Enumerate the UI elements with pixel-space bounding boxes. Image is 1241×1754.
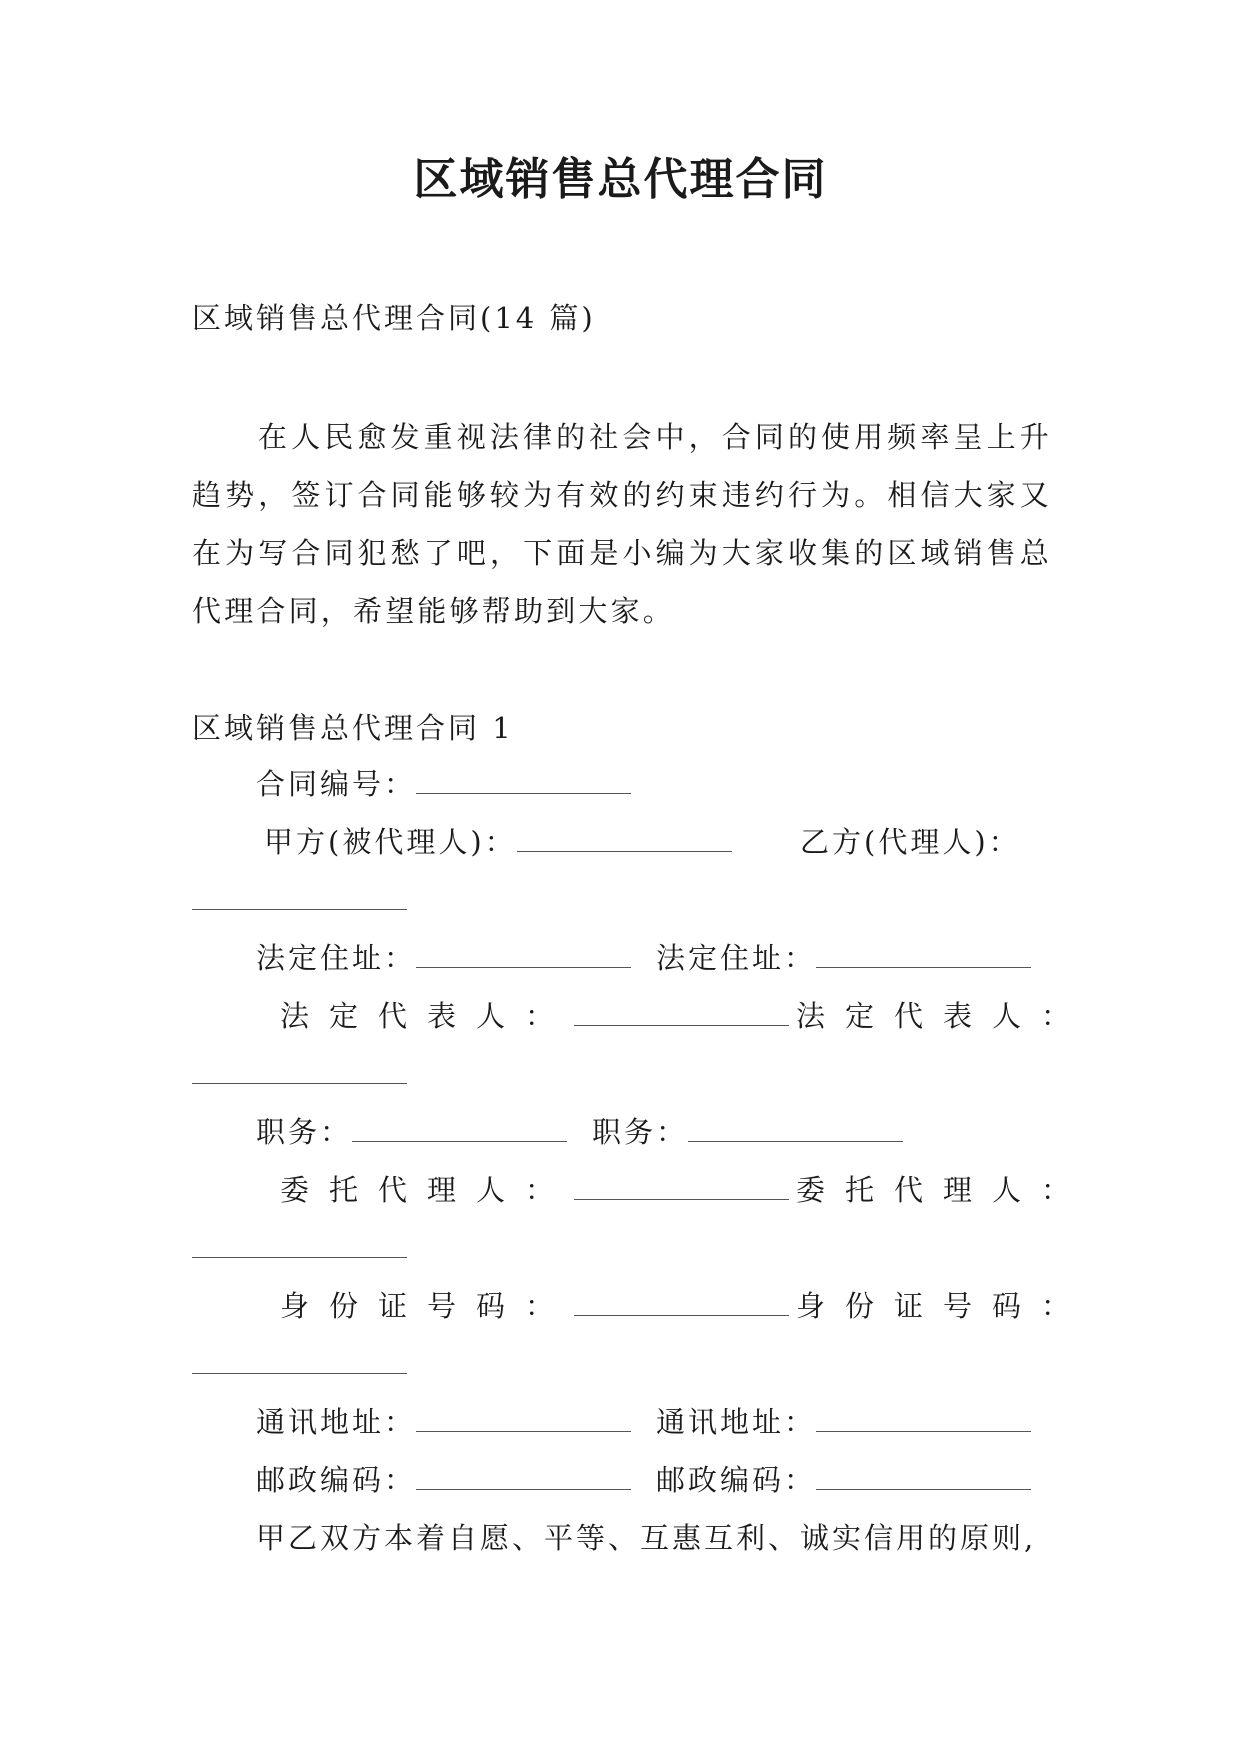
rep-b-label: 法定代表人：	[796, 999, 1091, 1033]
agent-a-blank	[574, 1175, 789, 1200]
contract-number-row	[256, 764, 631, 804]
agent-b-row	[192, 1228, 407, 1268]
address-a-label: 法定住址：	[256, 941, 417, 975]
id-a-row	[280, 1286, 789, 1326]
address-b-row	[656, 938, 1031, 978]
mail-a-blank	[416, 1407, 631, 1432]
address-b-blank	[816, 943, 1031, 968]
zip-a-label: 邮政编码：	[256, 1463, 417, 1497]
intro-paragraph: 在人民愈发重视法律的社会中，合同的使用频率呈上升趋势，签订合同能够较为有效的约束违约行为。相信大家又在为写合同犯愁了吧，下面是小编为大家收集的区域销售总代理合同，希望能够帮助到大家。	[192, 420, 1052, 628]
contract-number-label: 合同编号：	[256, 767, 417, 801]
zip-a-blank	[416, 1465, 631, 1490]
closing-line: 甲乙双方本着自愿、平等、互惠互利、诚实信用的原则,	[256, 1521, 1037, 1555]
rep-a-blank	[574, 1001, 789, 1026]
rep-a-label: 法定代表人：	[280, 999, 575, 1033]
party-a-row	[264, 822, 732, 862]
title-a-label: 职务：	[256, 1115, 353, 1149]
zip-b-blank	[816, 1465, 1031, 1490]
party-b-blank	[192, 885, 407, 910]
section-title: 区域销售总代理合同 1	[192, 711, 514, 745]
title-b-row	[592, 1112, 903, 1152]
zip-a-row	[256, 1460, 631, 1500]
zip-b-row	[656, 1460, 1031, 1500]
zip-b-label: 邮政编码：	[656, 1463, 817, 1497]
rep-b-row	[192, 1054, 407, 1094]
party-a-blank	[517, 827, 732, 852]
agent-b-label: 委托代理人：	[796, 1173, 1091, 1207]
document-title: 区域销售总代理合同	[413, 154, 828, 205]
document-subtitle: 区域销售总代理合同(14 篇)	[192, 301, 596, 335]
address-a-row	[256, 938, 631, 978]
agent-b-blank	[192, 1233, 407, 1258]
title-a-row	[256, 1112, 567, 1152]
address-a-blank	[416, 943, 631, 968]
rep-a-row	[280, 996, 789, 1036]
address-b-label: 法定住址：	[656, 941, 817, 975]
title-b-label: 职务：	[592, 1115, 689, 1149]
id-a-label: 身份证号码：	[280, 1289, 575, 1323]
mail-b-blank	[816, 1407, 1031, 1432]
mail-a-row	[256, 1402, 631, 1442]
id-a-blank	[574, 1291, 789, 1316]
id-b-blank	[192, 1349, 407, 1374]
id-b-label: 身份证号码：	[796, 1289, 1091, 1323]
mail-b-label: 通讯地址：	[656, 1405, 817, 1439]
contract-number-blank	[416, 769, 631, 794]
party-b-label: 乙方(代理人)：	[800, 825, 1021, 859]
id-b-row	[192, 1344, 407, 1384]
mail-b-row	[656, 1402, 1031, 1442]
title-a-blank	[352, 1117, 567, 1142]
title-b-blank	[688, 1117, 903, 1142]
party-a-label: 甲方(被代理人)：	[264, 825, 517, 859]
rep-b-blank	[192, 1059, 407, 1084]
mail-a-label: 通讯地址：	[256, 1405, 417, 1439]
party-b-row	[192, 880, 407, 920]
agent-a-label: 委托代理人：	[280, 1173, 575, 1207]
agent-a-row	[280, 1170, 789, 1210]
